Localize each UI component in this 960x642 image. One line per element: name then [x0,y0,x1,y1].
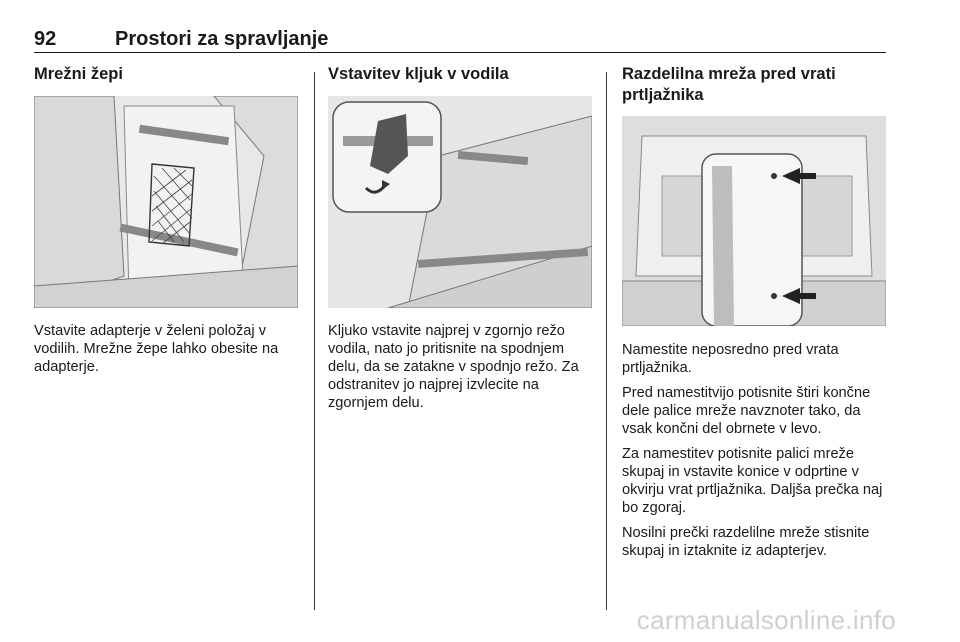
section-net-pockets-body [34,322,302,383]
section-heading: Vstavitev kljuk v vodila [328,65,509,83]
watermark: carmanualsonline.info [636,605,896,635]
section-net-pockets [34,64,302,85]
paragraph: Namestite neposredno pred vrata prtljažnika. [622,342,839,376]
paragraph: Kljuko vstavite najprej v zgornjo režo vodila, nato jo pritisnite na spodnjem delu, da se zatakne v spodnjo režo. Za odstranitev jo najprej izvlecite na zgornjem delu. [328,323,579,411]
divider-net-illustration [622,116,886,326]
section-hooks [328,64,596,85]
header-rule [34,52,886,53]
paragraph: Za namestitev potisnite palici mreže skupaj in vstavite konice v odprtine v okvirju vrat prtljažnika. Daljša prečka naj bo zgoraj. [622,446,883,516]
section-divider-net-body [622,341,886,567]
paragraph: Vstavite adapterje v želeni položaj v vodilih. Mrežne žepe lahko obesite na adapterje. [34,323,279,375]
section-hooks-body [328,322,596,419]
hooks-illustration [328,96,592,308]
page-title: Prostori za spravljanje [115,28,329,50]
paragraph: Nosilni prečki razdelilne mreže stisnite skupaj in iztaknite iz adapterjev. [622,525,870,559]
section-heading: Razdelilna mreža pred vrati prtljažnika [622,65,836,104]
section-divider-net [622,64,884,106]
section-heading: Mrežni žepi [34,65,123,83]
column-divider-1 [314,72,315,610]
net-pockets-illustration [34,96,298,308]
page-number: 92 [34,28,57,50]
column-divider-2 [606,72,607,610]
paragraph: Pred namestitvijo potisnite štiri končne dele palice mreže navznoter tako, da vsak končni del obrnete v levo. [622,385,871,437]
